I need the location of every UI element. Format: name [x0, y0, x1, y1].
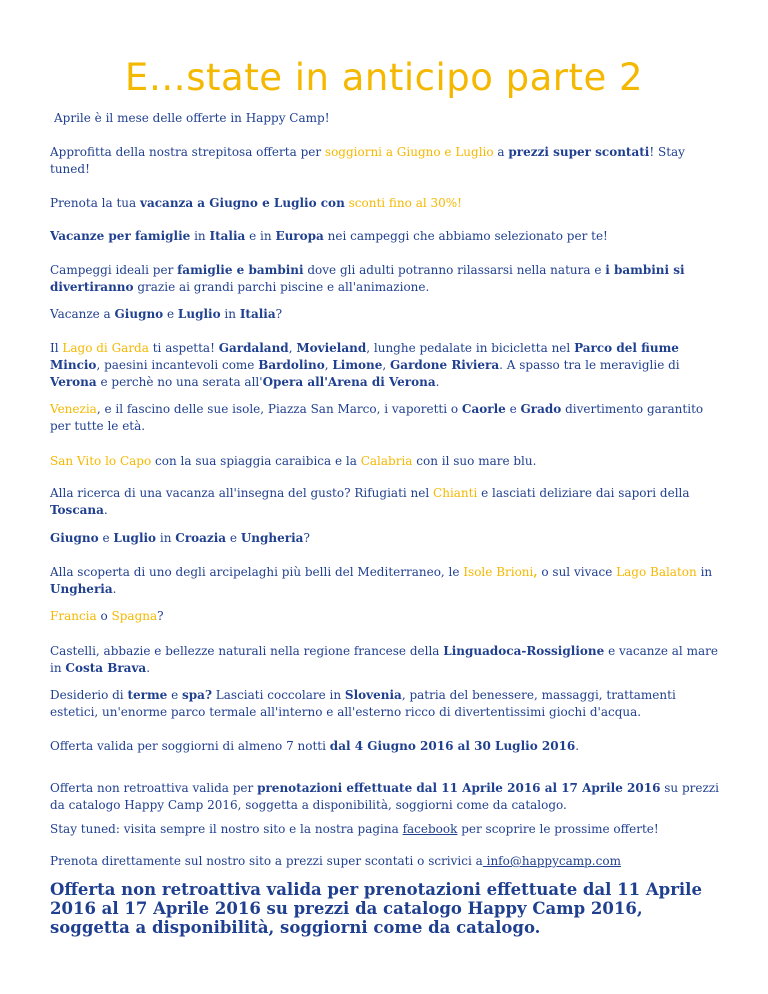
text-run: in — [156, 531, 176, 545]
text-run: , patria del benessere, massaggi, trattamenti estetici, un'enorme parco termale all'interno e all'esterno ricco di divertentissimi giochi d'acqua. — [50, 688, 676, 719]
text-run: con il suo mare blu. — [412, 454, 537, 468]
highlight-text: Venezia — [50, 402, 97, 416]
bold-text: Gardone Riviera — [390, 358, 500, 372]
text-run: e — [98, 531, 114, 545]
text-run: . — [575, 739, 580, 753]
highlight-text: Lago Balaton — [616, 565, 697, 579]
paragraph-contact — [50, 853, 720, 870]
highlight-text: Isole Brioni — [463, 565, 534, 579]
text-run: Alla ricerca di una vacanza all'insegna del gusto? Rifugiati nel — [50, 486, 434, 500]
text-run: . — [103, 503, 108, 517]
text-run: nei campeggi che abbiamo selezionato per te! — [323, 229, 608, 243]
paragraph-terme — [50, 687, 720, 721]
text-run: in — [190, 229, 210, 243]
text-run: e — [167, 688, 183, 702]
text-run: , e il fascino delle sue isole, Piazza San Marco, i vaporetti o — [96, 402, 462, 416]
bold-text: terme — [127, 688, 168, 702]
paragraph-san-vito — [50, 453, 720, 470]
paragraph-brioni — [50, 564, 720, 598]
text-run: . A spasso tra le meraviglie di — [499, 358, 680, 372]
bold-text: Limone — [332, 358, 383, 372]
text-run: Stay tuned: visita sempre il nostro sito e la nostra pagina — [50, 822, 403, 836]
bold-text: Luglio — [177, 307, 221, 321]
bold-text: dal 4 Giugno 2016 al 30 Luglio 2016 — [329, 739, 576, 753]
text-run: e lasciati deliziare dai sapori della — [477, 486, 690, 500]
text-run: Prenota direttamente sul nostro sito a prezzi super scontati o scrivici a — [50, 854, 483, 868]
text-run: grazie ai grandi parchi piscine e all'animazione. — [133, 280, 430, 294]
text-run: in — [220, 307, 240, 321]
text-run: e perchè no una serata all' — [96, 375, 263, 389]
bold-text: prezzi super scontati — [508, 145, 650, 159]
text-run: o — [96, 609, 112, 623]
text-run: Approfitta della nostra strepitosa offerta per — [50, 145, 325, 159]
highlight-text: San Vito lo Capo — [50, 454, 152, 468]
highlight-text: Lago di Garda — [62, 341, 149, 355]
bold-text: prenotazioni effettuate dal 11 Aprile 2016 al 17 Aprile 2016 — [257, 781, 661, 795]
highlight-text: Spagna — [111, 609, 158, 623]
bold-text: Luglio — [113, 531, 157, 545]
highlight-text: Calabria — [360, 454, 413, 468]
text-run: Vacanze a — [50, 307, 115, 321]
text-run: su prezzi da catalogo Happy Camp 2016, soggetta a disponibilità, soggiorni come da catalogo. — [50, 781, 719, 812]
text-run: , paesini incantevoli come — [96, 358, 259, 372]
paragraph-venezia — [50, 401, 720, 435]
paragraph-validity — [50, 738, 720, 755]
bold-text: Giugno — [114, 307, 164, 321]
bold-text: Croazia — [175, 531, 227, 545]
highlight-text: sconti fino al 30%! — [348, 196, 463, 210]
text-run: dove gli adulti potranno rilassarsi nella natura e — [303, 263, 606, 277]
text-run: , lunghe pedalate in bicicletta nel — [366, 341, 575, 355]
bold-text: Ungheria — [240, 531, 304, 545]
bold-text: i bambini si divertiranno — [50, 263, 685, 294]
text-run: Lasciati coccolare in — [211, 688, 345, 702]
facebook-link[interactable]: facebook — [402, 822, 458, 836]
bold-text: Costa Brava — [65, 661, 147, 675]
bold-text: Italia — [239, 307, 276, 321]
email-link[interactable]: info@happycamp.com — [482, 854, 621, 868]
text-run: Castelli, abbazie e bellezze naturali nella regione francese della — [50, 644, 444, 658]
text-run: e — [505, 402, 521, 416]
text-run: e in — [245, 229, 276, 243]
text-run: o sul vivace — [537, 565, 617, 579]
text-run: , — [382, 358, 391, 372]
text-run: con la sua spiaggia caraibica e la — [151, 454, 361, 468]
paragraph-final-note — [50, 880, 720, 937]
bold-text: Italia — [209, 229, 246, 243]
bold-text: Opera all'Arena di Verona — [262, 375, 436, 389]
bold-text: Caorle — [461, 402, 506, 416]
bold-text: Europa — [275, 229, 324, 243]
text-run: Desiderio di — [50, 688, 128, 702]
paragraph-croazia-question — [50, 530, 720, 547]
bold-text: Bardolino — [258, 358, 325, 372]
bold-highlight-text: , — [533, 565, 538, 579]
paragraph-families — [50, 228, 720, 245]
text-run: ? — [157, 609, 164, 623]
paragraph-campsites — [50, 262, 720, 296]
text-run: Offerta valida per soggiorni di almeno 7 notti — [50, 739, 330, 753]
text-run: . — [435, 375, 440, 389]
paragraph-garda — [50, 340, 720, 391]
bold-text: Gardaland — [218, 341, 289, 355]
paragraph-offer — [50, 144, 720, 178]
bold-text: Parco del fiume Mincio — [50, 341, 679, 372]
text-run: Il — [50, 341, 63, 355]
text-run: . — [146, 661, 151, 675]
text-run: , — [288, 341, 297, 355]
bold-text: Grado — [520, 402, 562, 416]
highlight-text: Francia — [50, 609, 97, 623]
paragraph-francia-question — [50, 608, 720, 625]
bold-text: Vacanze per famiglie — [50, 229, 191, 243]
text-run: per scoprire le prossime offerte! — [457, 822, 659, 836]
text-run: ti aspetta! — [148, 341, 219, 355]
bold-text: spa? — [182, 688, 212, 702]
highlight-text: soggiorni a Giugno e Luglio — [324, 145, 494, 159]
text-run: divertimento garantito per tutte le età. — [50, 402, 704, 433]
bold-text: Verona — [50, 375, 97, 389]
bold-text: Ungheria — [50, 582, 113, 596]
paragraph-stay-tuned — [50, 821, 720, 838]
text-run: Offerta non retroattiva valida per prenotazioni effettuate dal 11 Aprile 2016 al 17 Aprile 2016 su prezzi da catalogo Happy Camp 2016, soggetta a disponibilità, soggiorni come da catalogo. — [50, 880, 702, 937]
text-run: Offerta non retroattiva valida per — [50, 781, 258, 795]
paragraph-intro — [54, 110, 714, 127]
highlight-text: Chianti — [433, 486, 478, 500]
text-run: , — [324, 358, 333, 372]
text-run: Prenota la tua — [50, 196, 140, 210]
text-run: e vacanze al mare in — [50, 644, 718, 675]
bold-text: Linguadoca-Rossiglione — [443, 644, 605, 658]
page-title: E…state in anticipo parte 2 — [124, 56, 644, 99]
text-run: Campeggi ideali per — [50, 263, 178, 277]
text-run: ? — [275, 307, 283, 321]
paragraph-discount — [50, 195, 720, 212]
text-run: ! Stay tuned! — [50, 145, 685, 176]
bold-text: vacanza a Giugno e Luglio con — [139, 196, 345, 210]
text-run: Aprile è il mese delle offerte in Happy Camp! — [54, 111, 330, 125]
paragraph-castelli — [50, 643, 720, 677]
bold-text: Slovenia — [344, 688, 402, 702]
text-run: . — [112, 582, 117, 596]
paragraph-italy-question — [50, 306, 720, 323]
text-run: e — [226, 531, 241, 545]
text-run: a — [493, 145, 509, 159]
bold-text: Movieland — [296, 341, 367, 355]
bold-text: Toscana — [50, 503, 104, 517]
text-run: in — [696, 565, 713, 579]
bold-text: famiglie e bambini — [177, 263, 304, 277]
paragraph-chianti — [50, 485, 720, 519]
paragraph-conditions — [50, 780, 720, 814]
text-run: ? — [303, 531, 310, 545]
text-run: e — [163, 307, 178, 321]
text-run: Alla scoperta di uno degli arcipelaghi più belli del Mediterraneo, le — [50, 565, 464, 579]
bold-text: Giugno — [50, 531, 99, 545]
